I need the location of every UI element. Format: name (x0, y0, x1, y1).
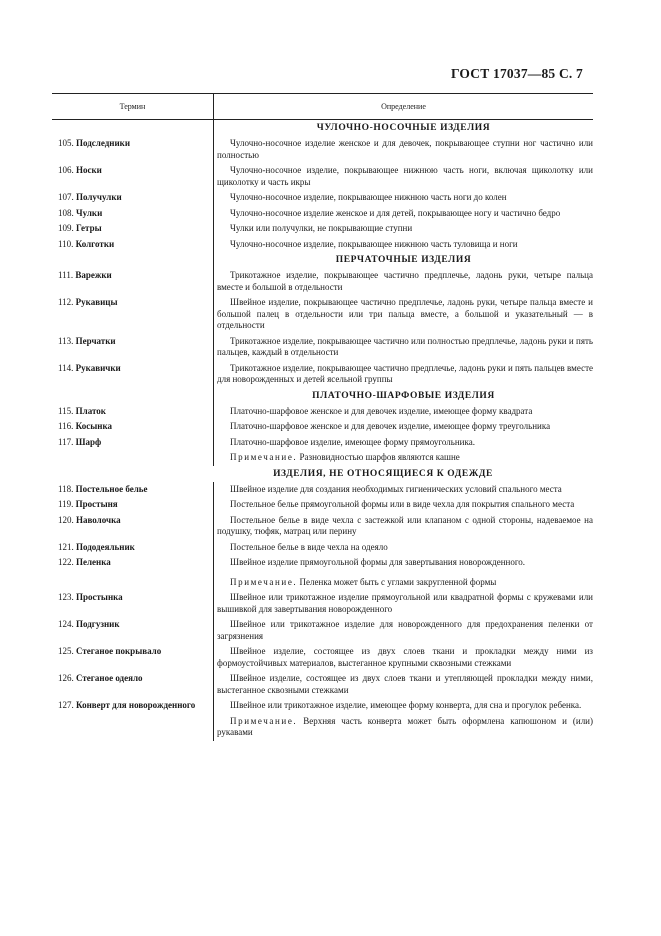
term-number: 109. (58, 223, 74, 233)
table-row (52, 206, 593, 222)
table-row (52, 361, 593, 388)
column-header-term: Термин (119, 102, 146, 111)
term-number: 125. (58, 646, 74, 656)
term-name: Постельное белье (75, 483, 148, 494)
term-number: 107. (58, 192, 74, 202)
term-cell (52, 419, 213, 435)
term-number: 108. (58, 207, 74, 218)
section-heading (52, 466, 593, 482)
term-name: Получулки (76, 192, 122, 202)
terms-table (52, 93, 593, 741)
term-cell (52, 295, 213, 334)
definition-cell: Платочно-шарфовое женское и для девочек изделие, имеющее форму треугольника (213, 419, 593, 435)
term-cell (52, 671, 213, 698)
term-name: Гетры (76, 223, 102, 233)
table-row (52, 617, 593, 644)
definition-cell: Чулочно-носочное изделие женское и для детей, покрывающее ногу и частично бедро (213, 206, 593, 222)
term-cell (52, 497, 213, 513)
table-row (52, 268, 593, 295)
table-row (52, 237, 593, 253)
definition-cell: Платочно-шарфовое изделие, имеющее форму прямоугольника. (213, 435, 593, 451)
term-name: Рукавицы (75, 297, 118, 307)
note-cell (213, 571, 593, 591)
table-body (52, 120, 593, 741)
term-name: Подследники (76, 138, 131, 148)
definition-cell: Швейное изделие прямоугольной формы для завертывания новорожденного. (213, 555, 593, 571)
definition-cell: Чулочно-носочное изделие женское и для девочек, покрывающее ступни ног частично или полностью (213, 136, 593, 163)
note-cell (213, 450, 593, 466)
term-cell (52, 206, 213, 222)
term-cell (52, 698, 213, 714)
table-row (52, 435, 593, 451)
definition-cell: Постельное белье в виде чехла на одеяло (213, 540, 593, 556)
section-heading (52, 120, 593, 136)
term-cell (52, 163, 213, 190)
term-cell (52, 590, 213, 617)
section-heading (52, 388, 593, 404)
table-row (52, 163, 593, 190)
term-cell (52, 268, 213, 295)
term-number: 106. (58, 165, 74, 175)
term-name: Стеганое одеяло (76, 673, 143, 683)
term-number: 124. (58, 619, 74, 629)
definition-cell: Швейное изделие, состоящее из двух слоев ткани и утепляющей прокладки между ними, выстеганное сквозными стежками (213, 671, 593, 698)
definition-cell: Постельное белье прямоугольной формы или в виде чехла для покрытия спального места (213, 497, 593, 513)
term-name: Конверт для новорожденного (76, 700, 196, 710)
note-row (52, 714, 593, 741)
term-cell (52, 435, 213, 451)
note-row (52, 571, 593, 591)
section-title: ПЕРЧАТОЧНЫЕ ИЗДЕЛИЯ (213, 252, 593, 268)
term-number: 116. (58, 421, 74, 431)
term-number: 118. (58, 483, 74, 494)
definition-cell: Трикотажное изделие, покрывающее частично предплечье, ладонь руки и пять пальцев вместе для новорожденных и детей ясельной группы (213, 361, 593, 388)
term-number: 114. (58, 362, 74, 373)
term-number: 126. (58, 673, 74, 683)
term-cell (52, 555, 213, 571)
table-row (52, 497, 593, 513)
definition-cell: Швейное изделие, состоящее из двух слоев ткани и прокладки между ними из формоустойчивых материалов, выстеганное крупными сквозными стежками (213, 644, 593, 671)
definition-cell: Чулочно-носочное изделие, покрывающее нижнюю часть туловища и ноги (213, 237, 593, 253)
term-name: Пеленка (76, 557, 111, 567)
column-header-definition: Определение (213, 94, 593, 119)
term-name: Пододеяльник (76, 541, 135, 552)
term-number: 123. (58, 592, 74, 602)
definition-cell: Постельное белье в виде чехла с застежкой или клапаном с одной стороны, надеваемое на подушку, тюфяк, матрац или перину (213, 513, 593, 540)
note-label: Примечание. (230, 576, 298, 587)
term-cell (52, 617, 213, 644)
term-cell (52, 237, 213, 253)
term-cell (52, 334, 213, 361)
term-name: Носки (76, 165, 102, 175)
definition-cell: Швейное или трикотажное изделие прямоугольной или квадратной формы с кружевами или вышивкой для завертывания новорожденного (213, 590, 593, 617)
section-title: ПЛАТОЧНО-ШАРФОВЫЕ ИЗДЕЛИЯ (213, 388, 593, 404)
note-text: Пеленка может быть с углами закругленной формы (299, 576, 497, 587)
table-row (52, 671, 593, 698)
term-cell (52, 190, 213, 206)
table-row (52, 555, 593, 571)
term-cell (52, 513, 213, 540)
table-row (52, 190, 593, 206)
term-name: Платок (75, 405, 106, 416)
note-text: Верхняя часть конверта может быть оформлена капюшоном и (или) рукавами (217, 715, 593, 737)
term-name: Косынка (75, 421, 113, 431)
term-name: Подгузник (76, 619, 120, 629)
term-name: Перчатки (75, 335, 116, 346)
term-name: Простынка (76, 592, 123, 602)
table-row (52, 334, 593, 361)
note-text: Разновидностью шарфов являются кашне (299, 452, 460, 462)
term-number: 105. (58, 138, 74, 148)
page-header: ГОСТ 17037—85 С. 7 (450, 66, 583, 81)
term-cell (52, 644, 213, 671)
definition-cell: Швейное или трикотажное изделие для новорожденного для предохранения пеленки от загрязнения (213, 617, 593, 644)
table-row (52, 221, 593, 237)
term-name: Чулки (76, 207, 103, 218)
definition-cell: Чулочно-носочное изделие, покрывающее нижнюю часть ноги, включая щиколотку или щиколотку и часть икры (213, 163, 593, 190)
definition-cell: Трикотажное изделие, покрывающее частично предплечье, ладонь руки, четыре пальца вместе и большой в отдельности (213, 268, 593, 295)
table-row (52, 513, 593, 540)
table-header (52, 93, 593, 120)
table-row (52, 698, 593, 714)
term-cell (52, 136, 213, 163)
table-row (52, 590, 593, 617)
table-row (52, 295, 593, 334)
term-number: 110. (58, 238, 74, 249)
term-cell (52, 361, 213, 388)
table-row (52, 540, 593, 556)
section-heading (52, 252, 593, 268)
term-cell (52, 404, 213, 420)
table-row (52, 404, 593, 420)
term-number: 115. (58, 405, 74, 416)
term-number: 120. (58, 514, 74, 525)
term-name: Стеганое покрывало (76, 646, 162, 656)
term-number: 112. (58, 297, 74, 307)
note-label: Примечание. (230, 715, 298, 726)
definition-cell: Швейное изделие для создания необходимых гигиенических условий спального места (213, 482, 593, 498)
section-title: ИЗДЕЛИЯ, НЕ ОТНОСЯЩИЕСЯ К ОДЕЖДЕ (273, 468, 493, 479)
term-name: Наволочка (76, 514, 121, 525)
note-row (52, 450, 593, 466)
definition-cell: Чулки или получулки, не покрывающие ступни (213, 221, 593, 237)
term-cell (52, 540, 213, 556)
note-label: Примечание. (230, 452, 298, 462)
table-row (52, 482, 593, 498)
term-number: 127. (58, 700, 74, 710)
table-row (52, 419, 593, 435)
definition-cell: Швейное или трикотажное изделие, имеющее форму конверта, для сна и прогулок ребенка. (213, 698, 593, 714)
section-title: ЧУЛОЧНО-НОСОЧНЫЕ ИЗДЕЛИЯ (213, 120, 593, 136)
term-name: Простыня (75, 499, 118, 509)
term-number: 111. (58, 270, 74, 280)
term-name: Варежки (75, 270, 112, 280)
definition-cell: Трикотажное изделие, покрывающее частично или полностью предплечье, ладонь руки и пять пальцев, каждый в отдельности (213, 334, 593, 361)
term-number: 122. (58, 557, 74, 567)
term-number: 119. (58, 499, 74, 509)
term-cell (52, 221, 213, 237)
term-number: 121. (58, 541, 74, 552)
term-number: 117. (58, 436, 74, 447)
definition-cell: Чулочно-носочное изделие, покрывающее нижнюю часть ноги до колен (213, 190, 593, 206)
term-name: Шарф (75, 436, 102, 447)
definition-cell: Швейное изделие, покрывающее частично предплечье, ладонь руки, четыре пальца вместе и большой палец в отдельности или три пальца вместе, а большой и указательный — в отдельности (213, 295, 593, 334)
note-cell (213, 714, 593, 741)
term-name: Колготки (75, 238, 115, 249)
definition-cell: Платочно-шарфовое женское и для девочек изделие, имеющее форму квадрата (213, 404, 593, 420)
table-row (52, 644, 593, 671)
table-row (52, 136, 593, 163)
term-cell (52, 482, 213, 498)
term-number: 113. (58, 335, 74, 346)
term-name: Рукавички (75, 362, 121, 373)
